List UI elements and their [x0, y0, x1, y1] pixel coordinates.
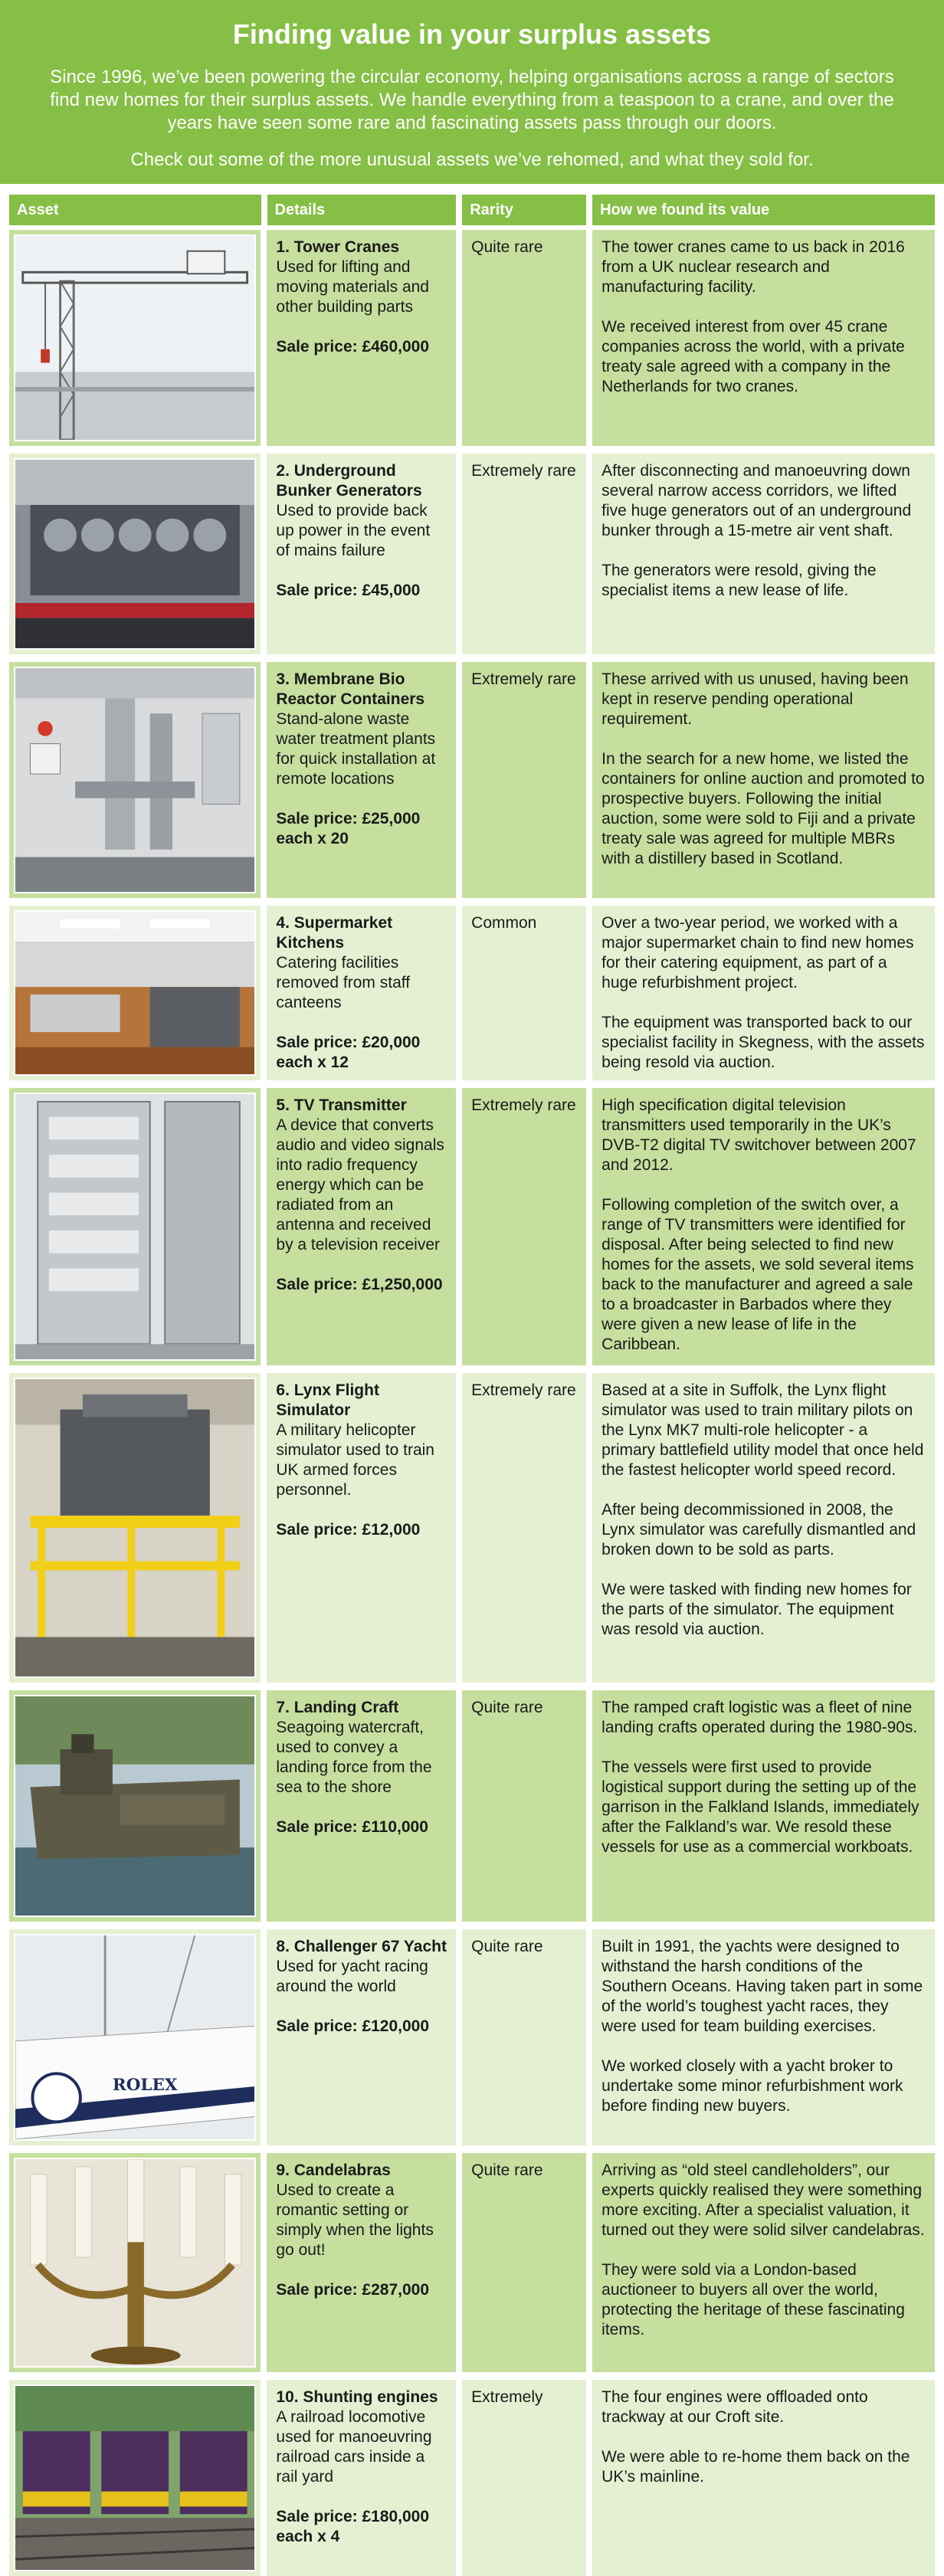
- how-cell: [592, 1373, 935, 1683]
- column-header-details: Details: [267, 195, 457, 225]
- asset-description: Used for lifting and moving materials and other building parts: [276, 258, 429, 316]
- kitchen-image: [14, 910, 256, 1076]
- asset-title: 7. Landing Craft: [276, 1699, 399, 1716]
- asset-description: Used for yacht racing around the world: [276, 1958, 428, 1995]
- how-cell: [592, 1690, 935, 1922]
- asset-image-cell: [9, 454, 261, 654]
- rarity-cell: Quite rare: [462, 230, 586, 446]
- how-paragraph: After being decommissioned in 2008, the Lynx simulator was carefully dismantled and broken down to be sold as parts.: [601, 1501, 916, 1558]
- table-header-row: [9, 195, 935, 225]
- asset-image-cell: [9, 2153, 261, 2372]
- page-title: Finding value in your surplus assets: [232, 18, 712, 50]
- asset-description: A military helicopter simulator used to train UK armed forces personnel.: [276, 1421, 434, 1499]
- how-paragraph: Following completion of the switch over, a range of TV transmitters were identified for disposal. After being selected to find new homes for the assets, we sold several items back to the manufacturer and agreed a sale to a broadcaster in Barbados where they were given a new lease of life in the Caribbean.: [601, 1196, 914, 1353]
- details-cell: [267, 906, 456, 1080]
- asset-image-cell: [9, 2380, 261, 2576]
- flight-simulator-image: [14, 1378, 256, 1678]
- how-paragraph: After disconnecting and manoeuvring down several narrow access corridors, we lifted five huge generators out of an underground bunker through a 15-metre air vent shaft.: [601, 462, 912, 539]
- rarity-cell: Quite rare: [462, 2153, 586, 2372]
- assets-table: [0, 184, 944, 2576]
- how-paragraph: The equipment was transported back to our specialist facility in Skegness, with the assets being resold via auction.: [601, 1014, 925, 1071]
- rarity-cell: Quite rare: [462, 1690, 586, 1922]
- asset-title: 10. Shunting engines: [276, 2388, 438, 2406]
- how-cell: [592, 1929, 935, 2145]
- asset-image-cell: [9, 662, 261, 898]
- details-cell: [267, 1088, 456, 1365]
- how-cell: [592, 230, 935, 446]
- table-row: [9, 2380, 935, 2576]
- how-paragraph: High specification digital television transmitters used temporarily in the UK’s DVB-T2 digital TV switchover between 2007 and 2012.: [601, 1096, 916, 1174]
- asset-image-cell: [9, 1929, 261, 2145]
- sale-price: Sale price: £180,000 each x 4: [276, 2508, 430, 2545]
- asset-title: 1. Tower Cranes: [276, 238, 400, 256]
- sale-price: Sale price: £12,000: [276, 1521, 421, 1539]
- how-paragraph: Over a two-year period, we worked with a major supermarket chain to find new homes for their catering equipment, as part of a huge refurbishment project.: [601, 914, 914, 991]
- candelabra-image: [14, 2158, 256, 2368]
- how-paragraph: Built in 1991, the yachts were designed to withstand the harsh conditions of the Southern Oceans. Having taken part in some of the world’s toughest yacht races, they were used for team building exercises.: [601, 1938, 923, 2035]
- sale-price: Sale price: £20,000 each x 12: [276, 1034, 421, 1071]
- column-header-asset: Asset: [9, 195, 261, 225]
- asset-description: Seagoing watercraft, used to convey a landing force from the sea to the shore: [276, 1719, 432, 1796]
- asset-description: Used to provide back up power in the event of mains failure: [276, 502, 431, 559]
- how-paragraph: They were sold via a London-based auctioneer to buyers all over the world, protecting the heritage of these fascinating items.: [601, 2261, 905, 2338]
- rarity-cell: Quite rare: [462, 1929, 586, 2145]
- yacht-image: [14, 1934, 256, 2141]
- asset-description: A device that converts audio and video signals into radio frequency energy which can be radiated from an antenna and received by a television receiver: [276, 1116, 444, 1254]
- how-cell: [592, 662, 935, 898]
- how-paragraph: The vessels were first used to provide logistical support during the setting up of the garrison in the Falkland Islands, immediately after the Falkland’s war. We resold these vessels for use as a commercial workboats.: [601, 1758, 919, 1856]
- sale-price: Sale price: £287,000: [276, 2281, 430, 2299]
- how-cell: [592, 1088, 935, 1365]
- details-cell: [267, 454, 456, 654]
- asset-description: A railroad locomotive used for manoeuvring railroad cars inside a rail yard: [276, 2408, 432, 2486]
- details-cell: [267, 1373, 456, 1683]
- header-banner: [0, 0, 944, 184]
- how-paragraph: These arrived with us unused, having been kept in reserve pending operational requirement.: [601, 670, 909, 728]
- table-row: [9, 1929, 935, 2145]
- how-paragraph: The four engines were offloaded onto trackway at our Croft site.: [601, 2388, 868, 2426]
- table-row: [9, 1088, 935, 1365]
- column-header-rarity: Rarity: [462, 195, 586, 225]
- how-cell: [592, 906, 935, 1080]
- how-cell: [592, 454, 935, 654]
- asset-image-cell: [9, 230, 261, 446]
- how-paragraph: We worked closely with a yacht broker to undertake some minor refurbishment work before finding new buyers.: [601, 2057, 903, 2115]
- sale-price: Sale price: £120,000: [276, 2017, 430, 2035]
- how-paragraph: We were able to re-home them back on the UK’s mainline.: [601, 2448, 910, 2486]
- asset-description: Catering facilities removed from staff canteens: [276, 954, 411, 1011]
- sale-price: Sale price: £1,250,000: [276, 1276, 443, 1293]
- rarity-cell: Extremely rare: [462, 662, 586, 898]
- asset-title: 8. Challenger 67 Yacht: [276, 1938, 447, 1955]
- table-row: [9, 906, 935, 1080]
- rarity-cell: Extremely rare: [462, 1088, 586, 1365]
- intro-text: Since 1996, we’ve been powering the circular economy, helping organisations across a range of sectors find new homes for their surplus assets. We handle everything from a teaspoon to a crane, and over the years have seen some rare and fascinating assets pass through our doors.: [50, 67, 894, 133]
- how-paragraph: In the search for a new home, we listed the containers for online auction and promoted to prospective buyers. Following the initial auction, some were sold to Fiji and a private treaty sale was agreed for multiple MBRs with a distillery based in Scotland.: [601, 750, 925, 867]
- table-row: [9, 1373, 935, 1683]
- how-paragraph: We were tasked with finding new homes for the parts of the simulator. The equipment was resold via auction.: [601, 1581, 912, 1638]
- how-paragraph: We received interest from over 45 crane companies across the world, with a private treaty sale agreed with a company in the Netherlands for two cranes.: [601, 318, 905, 395]
- sale-price: Sale price: £45,000: [276, 582, 421, 599]
- asset-description: Used to create a romantic setting or simply when the lights go out!: [276, 2181, 434, 2259]
- asset-title: 6. Lynx Flight Simulator: [276, 1381, 379, 1419]
- rarity-cell: Extremely: [462, 2380, 586, 2576]
- asset-image-cell: [9, 1088, 261, 1365]
- bio-reactor-image: [14, 667, 256, 893]
- how-paragraph: The generators were resold, giving the specialist items a new lease of life.: [601, 562, 877, 599]
- asset-title: 4. Supermarket Kitchens: [276, 914, 393, 952]
- asset-title: 3. Membrane Bio Reactor Containers: [276, 670, 425, 708]
- asset-title: 9. Candelabras: [276, 2161, 391, 2179]
- generator-image: [14, 458, 256, 650]
- yacht-sponsor-text: ROLEX: [112, 2075, 178, 2095]
- table-row: [9, 230, 935, 446]
- how-paragraph: The tower cranes came to us back in 2016 from a UK nuclear research and manufacturing facility.: [601, 238, 905, 296]
- sale-price: Sale price: £110,000: [276, 1818, 428, 1836]
- details-cell: [267, 1690, 456, 1922]
- callout-text: Check out some of the more unusual assets we’ve rehomed, and what they sold for.: [130, 149, 814, 170]
- table-row: [9, 2153, 935, 2372]
- details-cell: [267, 662, 456, 898]
- asset-title: 2. Underground Bunker Generators: [276, 462, 422, 500]
- details-cell: [267, 230, 456, 446]
- column-header-how: How we found its value: [592, 195, 935, 225]
- landing-craft-image: [14, 1695, 256, 1917]
- details-cell: [267, 1929, 456, 2145]
- how-cell: [592, 2380, 935, 2576]
- table-row: [9, 662, 935, 898]
- asset-description: Stand-alone waste water treatment plants for quick installation at remote locations: [276, 710, 436, 788]
- rarity-cell: Common: [462, 906, 586, 1080]
- rarity-cell: Extremely rare: [462, 454, 586, 654]
- how-paragraph: Arriving as “old steel candleholders”, our experts quickly realised they were something more exciting. After a specialist valuation, it turned out they were solid silver candelabras.: [601, 2161, 925, 2239]
- details-cell: [267, 2380, 456, 2576]
- rarity-cell: Extremely rare: [462, 1373, 586, 1683]
- shunting-engine-image: [14, 2384, 256, 2571]
- asset-image-cell: [9, 1373, 261, 1683]
- how-paragraph: The ramped craft logistic was a fleet of nine landing crafts operated during the 1980-90s.: [601, 1699, 918, 1736]
- table-row: [9, 454, 935, 654]
- tv-transmitter-image: [14, 1093, 256, 1361]
- sale-price: Sale price: £460,000: [276, 338, 430, 356]
- asset-image-cell: [9, 1690, 261, 1922]
- sale-price: Sale price: £25,000 each x 20: [276, 810, 421, 847]
- tower-crane-image: [14, 234, 256, 441]
- details-cell: [267, 2153, 456, 2372]
- table-row: [9, 1690, 935, 1922]
- asset-title: 5. TV Transmitter: [276, 1096, 407, 1114]
- asset-image-cell: [9, 906, 261, 1080]
- how-cell: [592, 2153, 935, 2372]
- how-paragraph: Based at a site in Suffolk, the Lynx flight simulator was used to train military pilots on the Lynx MK7 multi-role helicopter - a primary battlefield utility model that once held the fastest helicopter world speed record.: [601, 1381, 924, 1479]
